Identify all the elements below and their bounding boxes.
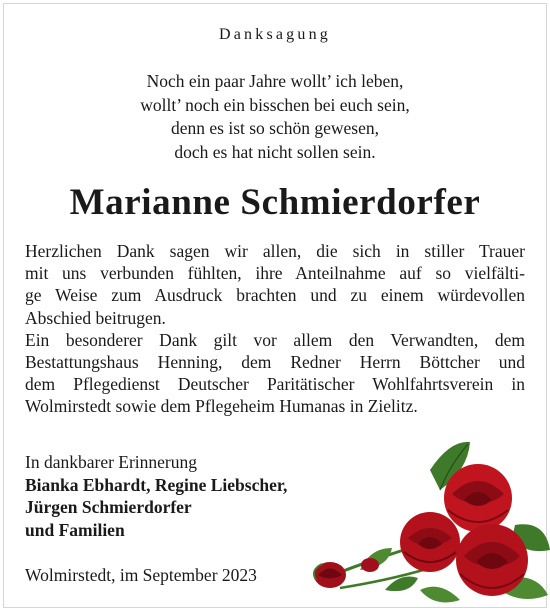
thanks-line: Wolmirstedt sowie dem Pflegeheim Humanas in Zielitz.: [25, 396, 418, 417]
place-and-date: Wolmirstedt, im September 2023: [25, 565, 257, 585]
thanks-text: [25, 240, 525, 418]
poem-line: doch es hat nicht sollen sein.: [174, 141, 376, 162]
notice-heading: Danksagung: [219, 26, 331, 43]
thanks-line: Ein besonderer Dank gilt vor allem den Verwandten, dem: [25, 329, 525, 350]
thanks-line: mit uns verbunden fühlten, ihre Anteilnahme auf so vielfälti-: [25, 263, 525, 284]
thanks-line: Abschied beitrugen.: [25, 307, 166, 328]
closing-intro: In dankbarer Erinnerung: [25, 452, 198, 472]
poem-line: Noch ein paar Jahre wollt’ ich leben,: [146, 71, 404, 91]
poem: [4, 70, 546, 164]
thanks-line: ge Weise zum Ausdruck brachten und zu einem würdevollen: [25, 285, 525, 306]
deceased-name: Marianne Schmierdorfer: [69, 182, 481, 223]
mourner-names: Bianka Ebhardt, Regine Liebscher,: [25, 474, 288, 495]
thanks-line: Bestattungshaus Henning, dem Redner Herrn Böttcher und: [25, 351, 525, 372]
mourner-names: Jürgen Schmierdorfer: [25, 497, 192, 517]
thanks-line: Herzlichen Dank sagen wir allen, die sich in stiller Trauer: [25, 241, 525, 261]
poem-line: denn es ist so schön gewesen,: [170, 118, 380, 138]
red-roses-image: [300, 430, 550, 610]
closing-block: [25, 451, 287, 541]
poem-line: wollt’ noch ein bisschen bei euch sein,: [140, 94, 410, 115]
mourner-names: und Familien: [25, 519, 125, 540]
thanks-line: dem Pflegedienst Deutscher Paritätischer Wohlfahrtsverein in: [25, 374, 525, 395]
